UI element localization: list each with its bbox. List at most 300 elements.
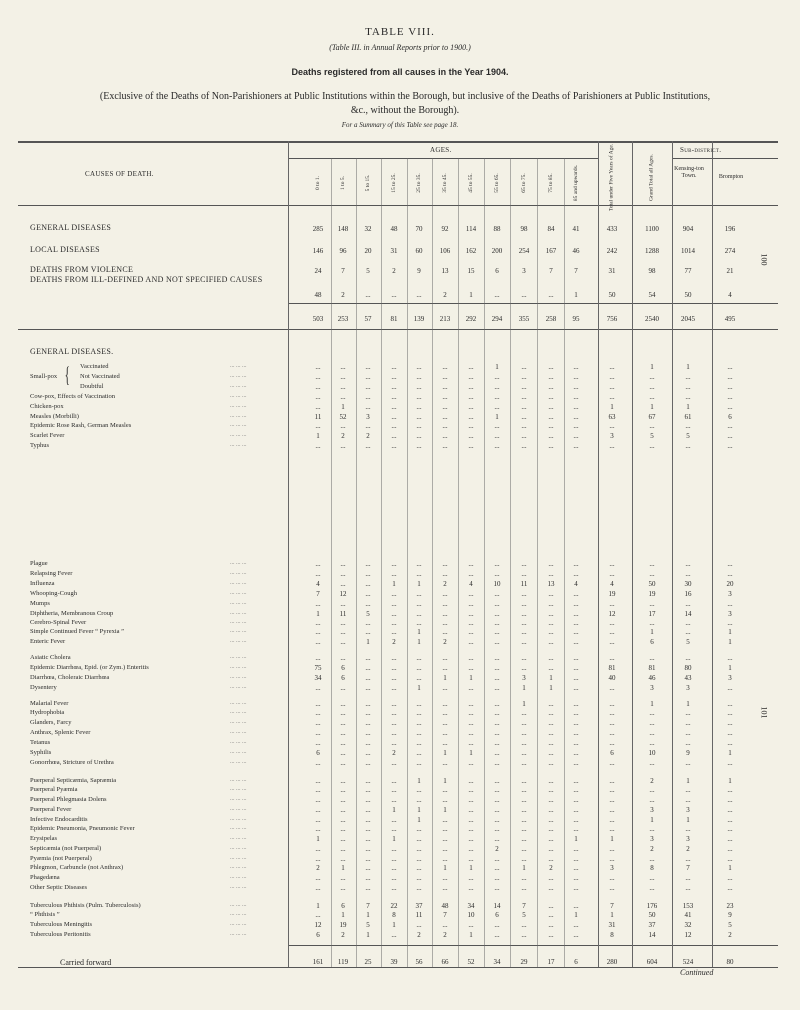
data-cell: ... — [548, 902, 554, 910]
smallpox-brace: { — [64, 362, 70, 387]
data-cell: ... — [548, 777, 554, 785]
data-cell: ... — [727, 432, 733, 440]
data-cell: 1 — [610, 911, 614, 919]
data-cell: ... — [521, 719, 527, 727]
data-cell: ... — [442, 619, 448, 627]
data-cell: 1 — [522, 684, 526, 692]
data-cell: ... — [391, 422, 397, 430]
data-cell: ... — [442, 442, 448, 450]
data-cell: ... — [548, 600, 554, 608]
column-header: 1 to 5. — [340, 176, 346, 190]
data-cell: ... — [340, 383, 346, 391]
data-cell: ... — [521, 628, 527, 636]
data-cell: ... — [573, 786, 579, 794]
data-cell: 1 — [610, 403, 614, 411]
column-header: 5 to 15. — [365, 174, 371, 192]
data-cell: ... — [442, 825, 448, 833]
data-cell: 3 — [686, 684, 690, 692]
data-cell: 11 — [520, 580, 528, 588]
data-cell: ... — [649, 884, 655, 892]
data-cell: ... — [468, 393, 474, 401]
data-cell: ... — [649, 825, 655, 833]
data-cell: ... — [416, 590, 422, 598]
data-cell: ... — [391, 845, 397, 853]
data-cell: ... — [573, 363, 579, 371]
data-cell: ... — [494, 684, 500, 692]
summary-cell: 2540 — [645, 315, 659, 323]
data-cell: 1 — [341, 403, 345, 411]
data-cell: ... — [340, 796, 346, 804]
data-cell: 81 — [608, 664, 616, 672]
data-cell: 1 — [728, 638, 732, 646]
data-cell: ... — [442, 413, 448, 421]
data-cell: ... — [391, 619, 397, 627]
data-cell: ... — [609, 777, 615, 785]
data-cell: ... — [340, 825, 346, 833]
data-cell: ... — [609, 619, 615, 627]
cause-label: Tetanus — [30, 739, 51, 746]
data-cell: 1 — [443, 749, 447, 757]
data-cell: ... — [521, 664, 527, 672]
data-cell: 8 — [392, 911, 396, 919]
data-cell: 1 — [443, 777, 447, 785]
data-cell: ... — [391, 816, 397, 824]
leader-dots: ... ... ... — [230, 884, 247, 890]
data-cell: ... — [468, 825, 474, 833]
carried-forward-cell: 52 — [467, 958, 475, 966]
data-cell: ... — [727, 383, 733, 391]
data-cell: 1 — [686, 700, 690, 708]
data-cell: ... — [340, 422, 346, 430]
data-cell: ... — [494, 600, 500, 608]
data-cell: 46 — [648, 674, 656, 682]
data-cell: ... — [494, 709, 500, 717]
leader-dots: ... ... ... — [230, 825, 247, 831]
data-cell: ... — [685, 719, 691, 727]
data-cell: 1 — [650, 403, 654, 411]
summary-cell: 495 — [724, 315, 736, 323]
data-cell: ... — [609, 739, 615, 747]
data-cell: ... — [391, 590, 397, 598]
summary-cell: 274 — [724, 247, 736, 255]
data-cell: ... — [416, 432, 422, 440]
data-cell: ... — [727, 373, 733, 381]
cause-label: Enteric Fever — [30, 638, 66, 645]
data-cell: ... — [573, 600, 579, 608]
data-cell: ... — [391, 560, 397, 568]
leader-dots: ... ... ... — [230, 931, 247, 937]
data-cell: 1 — [417, 638, 421, 646]
data-cell: ... — [468, 684, 474, 692]
leader-dots: ... ... ... — [230, 422, 247, 428]
data-cell: ... — [548, 749, 554, 757]
data-cell: ... — [548, 560, 554, 568]
data-cell: ... — [416, 729, 422, 737]
data-cell: ... — [548, 700, 554, 708]
data-cell: ... — [416, 825, 422, 833]
data-cell: ... — [685, 786, 691, 794]
data-cell: ... — [442, 422, 448, 430]
leader-dots: ... ... ... — [230, 654, 247, 660]
data-cell: ... — [416, 413, 422, 421]
data-cell: ... — [494, 422, 500, 430]
summary-cell: 84 — [547, 225, 555, 233]
summary-cell: 21 — [726, 267, 734, 275]
column-header: 0 to 1. — [315, 176, 321, 190]
data-cell: ... — [494, 590, 500, 598]
cause-label: Other Septic Diseases — [30, 884, 88, 891]
data-cell: ... — [649, 719, 655, 727]
data-cell: ... — [315, 709, 321, 717]
summary-cell: 48 — [390, 225, 398, 233]
leader-dots: ... ... ... — [230, 580, 247, 586]
data-cell: ... — [365, 560, 371, 568]
data-cell: ... — [548, 806, 554, 814]
data-cell: 41 — [684, 911, 692, 919]
data-cell: ... — [416, 874, 422, 882]
data-cell: 1 — [650, 628, 654, 636]
causes-header: CAUSES OF DEATH. — [85, 170, 154, 178]
data-cell: ... — [365, 700, 371, 708]
data-cell: ... — [340, 816, 346, 824]
data-cell: ... — [548, 835, 554, 843]
data-cell: ... — [315, 638, 321, 646]
carried-forward-cell: 25 — [364, 958, 372, 966]
smallpox-label: Small-pox — [30, 373, 58, 380]
data-cell: ... — [649, 393, 655, 401]
data-cell: ... — [685, 383, 691, 391]
data-cell: ... — [649, 739, 655, 747]
data-cell: ... — [442, 373, 448, 381]
summary-cell: 5 — [366, 267, 370, 275]
data-cell: 6 — [495, 911, 499, 919]
data-cell: ... — [609, 422, 615, 430]
carried-forward-rule — [288, 945, 778, 946]
data-cell: 3 — [650, 806, 654, 814]
summary-cell: 4 — [728, 291, 732, 299]
data-cell: 1 — [443, 864, 447, 872]
summary-cell: 756 — [606, 315, 618, 323]
data-cell: ... — [727, 825, 733, 833]
data-cell: ... — [548, 628, 554, 636]
carried-forward-cell: 80 — [726, 958, 734, 966]
data-cell: ... — [548, 383, 554, 391]
data-cell: 1 — [392, 806, 396, 814]
data-cell: 9 — [686, 749, 690, 757]
data-cell: ... — [649, 729, 655, 737]
data-cell: ... — [365, 674, 371, 682]
data-cell: ... — [609, 709, 615, 717]
column-header: 65 to 75. — [521, 173, 527, 193]
data-cell: ... — [468, 610, 474, 618]
data-cell: 1 — [392, 921, 396, 929]
data-cell: ... — [685, 619, 691, 627]
column-header: Grand Total all Ages. — [648, 154, 655, 201]
data-cell: ... — [685, 759, 691, 767]
carried-forward-cell: 161 — [312, 958, 324, 966]
data-cell: 37 — [415, 902, 423, 910]
data-cell: 75 — [314, 664, 322, 672]
data-cell: ... — [365, 749, 371, 757]
leader-dots: ... ... ... — [230, 719, 247, 725]
data-cell: ... — [609, 684, 615, 692]
data-cell: 7 — [610, 902, 614, 910]
data-cell: ... — [609, 786, 615, 794]
data-cell: ... — [468, 739, 474, 747]
data-cell: 3 — [650, 684, 654, 692]
data-cell: ... — [391, 442, 397, 450]
data-cell: ... — [727, 700, 733, 708]
cause-label: Tuberculous Peritonitis — [30, 931, 91, 938]
data-cell: ... — [573, 654, 579, 662]
data-cell: ... — [315, 700, 321, 708]
leader-dots: ... ... ... — [230, 638, 247, 644]
column-header: Total under Five Years of Age. — [608, 143, 615, 212]
leader-dots: ... ... ... — [230, 759, 247, 765]
column-rule — [288, 141, 289, 967]
data-cell: ... — [548, 719, 554, 727]
cause-label: Anthrax, Splenic Fever — [30, 729, 91, 736]
summary-cell: 3 — [522, 267, 526, 275]
data-cell: ... — [573, 777, 579, 785]
data-cell: ... — [416, 786, 422, 794]
data-cell: 1 — [650, 700, 654, 708]
data-cell: ... — [727, 442, 733, 450]
data-cell: 6 — [341, 664, 345, 672]
summary-cell: 46 — [572, 247, 580, 255]
data-cell: ... — [548, 442, 554, 450]
leader-dots: ... ... ... — [230, 619, 247, 625]
summary-cell: 146 — [312, 247, 324, 255]
data-cell: 5 — [686, 638, 690, 646]
data-cell: ... — [442, 729, 448, 737]
data-cell: ... — [548, 786, 554, 794]
data-cell: 6 — [341, 902, 345, 910]
data-cell: ... — [573, 921, 579, 929]
data-cell: ... — [315, 560, 321, 568]
data-cell: ... — [365, 845, 371, 853]
column-header: Brompton — [718, 174, 744, 180]
data-cell: ... — [365, 729, 371, 737]
data-cell: ... — [315, 654, 321, 662]
data-cell: ... — [315, 884, 321, 892]
data-cell: 8 — [610, 931, 614, 939]
data-cell: ... — [442, 403, 448, 411]
summary-cell: 106 — [439, 247, 451, 255]
data-cell: ... — [340, 600, 346, 608]
data-cell: ... — [494, 610, 500, 618]
data-cell: ... — [573, 383, 579, 391]
data-cell: ... — [685, 422, 691, 430]
data-cell: 3 — [610, 864, 614, 872]
data-cell: 1 — [686, 363, 690, 371]
data-cell: ... — [315, 628, 321, 636]
data-cell: ... — [494, 560, 500, 568]
data-cell: ... — [468, 403, 474, 411]
summary-cell: 213 — [439, 315, 451, 323]
data-cell: ... — [468, 874, 474, 882]
cause-label: Influenza — [30, 580, 55, 587]
data-cell: ... — [609, 759, 615, 767]
data-cell: 10 — [493, 580, 501, 588]
data-cell: ... — [521, 413, 527, 421]
summary-cell: 253 — [337, 315, 349, 323]
data-cell: ... — [727, 739, 733, 747]
data-cell: ... — [416, 560, 422, 568]
data-cell: ... — [548, 884, 554, 892]
data-cell: ... — [521, 654, 527, 662]
data-cell: ... — [494, 373, 500, 381]
data-cell: ... — [573, 432, 579, 440]
data-cell: ... — [442, 560, 448, 568]
data-cell: ... — [442, 719, 448, 727]
cause-label: Dysentery — [30, 684, 57, 691]
data-cell: ... — [548, 825, 554, 833]
data-cell: ... — [573, 825, 579, 833]
leader-dots: ... ... ... — [230, 363, 247, 369]
data-cell: ... — [315, 845, 321, 853]
data-cell: ... — [573, 806, 579, 814]
data-cell: 10 — [648, 749, 656, 757]
data-cell: ... — [548, 921, 554, 929]
summary-cell: 70 — [415, 225, 423, 233]
cause-label: Typhus — [30, 442, 50, 449]
data-cell: ... — [416, 921, 422, 929]
data-cell: ... — [727, 619, 733, 627]
data-cell: 2 — [392, 638, 396, 646]
data-cell: ... — [685, 373, 691, 381]
summary-cell: 31 — [390, 247, 398, 255]
data-cell: ... — [442, 654, 448, 662]
data-cell: 1 — [341, 864, 345, 872]
data-cell: ... — [340, 628, 346, 636]
data-cell: ... — [315, 373, 321, 381]
data-cell: ... — [365, 442, 371, 450]
data-cell: ... — [573, 619, 579, 627]
leader-dots: ... ... ... — [230, 749, 247, 755]
data-cell: 2 — [443, 580, 447, 588]
data-cell: ... — [573, 816, 579, 824]
cause-label: Septicæmia (not Puerperal) — [30, 845, 102, 852]
data-cell: ... — [548, 911, 554, 919]
data-cell: ... — [315, 777, 321, 785]
data-cell: ... — [365, 600, 371, 608]
data-cell: ... — [416, 619, 422, 627]
data-cell: ... — [573, 719, 579, 727]
data-cell: ... — [521, 739, 527, 747]
data-cell: ... — [416, 759, 422, 767]
data-cell: ... — [416, 610, 422, 618]
data-cell: ... — [521, 570, 527, 578]
data-cell: 1 — [417, 777, 421, 785]
data-cell: ... — [391, 403, 397, 411]
summary-cell: 81 — [390, 315, 398, 323]
data-cell: ... — [468, 432, 474, 440]
data-cell: ... — [548, 654, 554, 662]
summary-cell: 9 — [417, 267, 421, 275]
data-cell: 22 — [390, 902, 398, 910]
data-cell: ... — [685, 729, 691, 737]
data-cell: ... — [494, 700, 500, 708]
data-cell: 1 — [417, 580, 421, 588]
data-cell: 8 — [650, 864, 654, 872]
data-cell: ... — [315, 825, 321, 833]
data-cell: ... — [494, 874, 500, 882]
data-cell: 14 — [684, 610, 692, 618]
data-cell: 14 — [493, 902, 501, 910]
cause-label: Hydrophobia — [30, 709, 65, 716]
data-cell: ... — [727, 560, 733, 568]
data-cell: ... — [609, 600, 615, 608]
data-cell: ... — [573, 796, 579, 804]
data-cell: ... — [365, 864, 371, 872]
cause-label: Puerperal Phlegmasia Dolens — [30, 796, 107, 803]
data-cell: ... — [391, 825, 397, 833]
data-cell: ... — [391, 729, 397, 737]
data-cell: ... — [315, 570, 321, 578]
data-cell: ... — [468, 628, 474, 636]
column-header: 15 to 25. — [391, 173, 397, 193]
data-cell: ... — [573, 749, 579, 757]
summary-cell: 88 — [493, 225, 501, 233]
data-cell: ... — [442, 600, 448, 608]
page-number: 101 — [759, 706, 769, 719]
data-cell: 1 — [366, 911, 370, 919]
data-cell: 3 — [728, 590, 732, 598]
data-cell: ... — [391, 884, 397, 892]
summary-cell: 6 — [495, 267, 499, 275]
data-cell: ... — [649, 874, 655, 882]
summary-cell: 7 — [574, 267, 578, 275]
data-cell: ... — [573, 931, 579, 939]
data-cell: ... — [365, 403, 371, 411]
data-cell: ... — [521, 921, 527, 929]
data-cell: ... — [442, 664, 448, 672]
summary-cell: 292 — [465, 315, 477, 323]
data-cell: ... — [609, 628, 615, 636]
data-cell: ... — [442, 432, 448, 440]
data-cell: ... — [365, 759, 371, 767]
data-cell: 1 — [728, 749, 732, 757]
data-cell: 2 — [650, 777, 654, 785]
data-cell: 12 — [339, 590, 347, 598]
data-cell: ... — [468, 654, 474, 662]
data-cell: ... — [365, 684, 371, 692]
summary-cell: 98 — [520, 225, 528, 233]
data-cell: ... — [391, 855, 397, 863]
data-cell: ... — [548, 638, 554, 646]
data-cell: ... — [315, 911, 321, 919]
data-cell: ... — [365, 786, 371, 794]
summary-cell: 7 — [549, 267, 553, 275]
data-cell: ... — [573, 664, 579, 672]
data-cell: ... — [685, 825, 691, 833]
column-header: 55 to 65. — [494, 173, 500, 193]
data-cell: ... — [416, 709, 422, 717]
data-cell: 1 — [316, 432, 320, 440]
data-cell: ... — [548, 619, 554, 627]
data-cell: ... — [727, 874, 733, 882]
cause-label: Measles (Morbilli) — [30, 413, 79, 420]
data-cell: ... — [573, 709, 579, 717]
data-cell: ... — [315, 442, 321, 450]
summary-cell: 1 — [469, 291, 473, 299]
data-cell: ... — [391, 413, 397, 421]
data-cell: ... — [494, 864, 500, 872]
subdistrict-header: Sub-district. — [680, 146, 722, 154]
data-cell: ... — [548, 422, 554, 430]
summary-cell: 114 — [465, 225, 477, 233]
